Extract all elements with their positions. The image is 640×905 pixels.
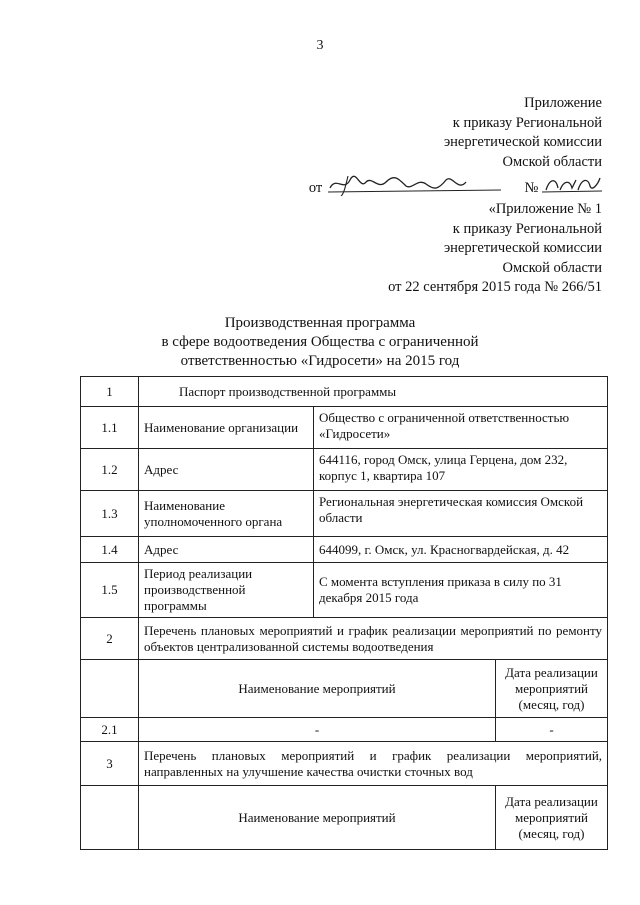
column-header-name: Наименование мероприятий	[139, 786, 496, 850]
row-value: 644099, г. Омск, ул. Красногвардейская, д. 42	[314, 537, 608, 563]
row-number: 2	[81, 618, 139, 660]
appendix-reference-block	[388, 200, 602, 298]
table-row	[81, 563, 608, 618]
table-row	[81, 449, 608, 491]
row-number: 1.1	[81, 407, 139, 449]
row-number: 1.3	[81, 491, 139, 537]
appendix-ref-line: от 22 сентября 2015 года № 266/51	[388, 279, 602, 295]
row-value: Общество с ограниченной ответственностью «Гидросети»	[314, 407, 608, 449]
row-label: Наименование уполномоченного органа	[139, 491, 314, 537]
table-row	[81, 377, 608, 407]
row-number: 2.1	[81, 718, 139, 742]
appendix-line: к приказу Региональной	[452, 114, 602, 131]
table-row	[81, 786, 608, 850]
table-row	[81, 618, 608, 660]
table-row	[81, 537, 608, 563]
document-title	[0, 314, 640, 371]
column-header-name: Наименование мероприятий	[139, 660, 496, 718]
section-heading: Перечень плановых мероприятий и график реализации мероприятий по ремонту объектов централизованной системы водоотведения	[139, 618, 608, 660]
appendix-ref-line: к приказу Региональной	[452, 220, 602, 237]
row-number: 1.4	[81, 537, 139, 563]
table-row	[81, 407, 608, 449]
row-value: 644116, город Омск, улица Герцена, дом 232, корпус 1, квартира 107	[314, 449, 608, 491]
row-label: Наименование организации	[139, 407, 314, 449]
section-heading: Перечень плановых мероприятий и график реализации мероприятий, направленных на улучшение качества очистки сточных вод	[139, 742, 608, 786]
table-row	[81, 718, 608, 742]
appendix-line: Приложение	[524, 95, 602, 111]
row-value: С момента вступления приказа в силу по 31 декабря 2015 года	[314, 563, 608, 618]
row-value: Региональная энергетическая комиссия Омской области	[314, 491, 608, 537]
section-heading: Паспорт производственной программы	[139, 377, 608, 407]
table-row	[81, 660, 608, 718]
page-number: 3	[316, 38, 324, 53]
column-header-date: Дата реализации мероприятий (месяц, год)	[496, 660, 608, 718]
title-line: в сфере водоотведения Общества с ограниченной	[161, 334, 479, 350]
appendix-ref-line: «Приложение № 1	[488, 201, 602, 217]
row-number: 1.5	[81, 563, 139, 618]
empty-cell	[81, 786, 139, 850]
table-row	[81, 742, 608, 786]
appendix-block	[309, 94, 602, 199]
from-prefix: от	[308, 180, 323, 196]
title-line: Производственная программа	[224, 315, 416, 331]
row-number: 1.2	[81, 449, 139, 491]
row-number: 1	[81, 377, 139, 407]
appendix-date-line	[309, 172, 602, 199]
row-label: Адрес	[139, 449, 314, 491]
number-sign: №	[524, 180, 539, 196]
cell-name: -	[139, 718, 496, 742]
row-label: Адрес	[139, 537, 314, 563]
table-row	[81, 491, 608, 537]
appendix-ref-line: Омской области	[502, 259, 602, 276]
appendix-line: энергетической комиссии	[443, 134, 602, 150]
handwritten-number-signature	[542, 172, 602, 196]
row-label: Период реализации производственной программы	[139, 563, 314, 618]
column-header-date: Дата реализации мероприятий (месяц, год)	[496, 786, 608, 850]
row-number: 3	[81, 742, 139, 786]
appendix-line: Омской области	[502, 153, 602, 170]
cell-date: -	[496, 718, 608, 742]
title-line: ответственностью «Гидросети» на 2015 год	[180, 353, 460, 369]
passport-table	[80, 376, 608, 850]
appendix-ref-line: энергетической комиссии	[443, 240, 602, 256]
handwritten-date-signature	[326, 172, 521, 196]
empty-cell	[81, 660, 139, 718]
